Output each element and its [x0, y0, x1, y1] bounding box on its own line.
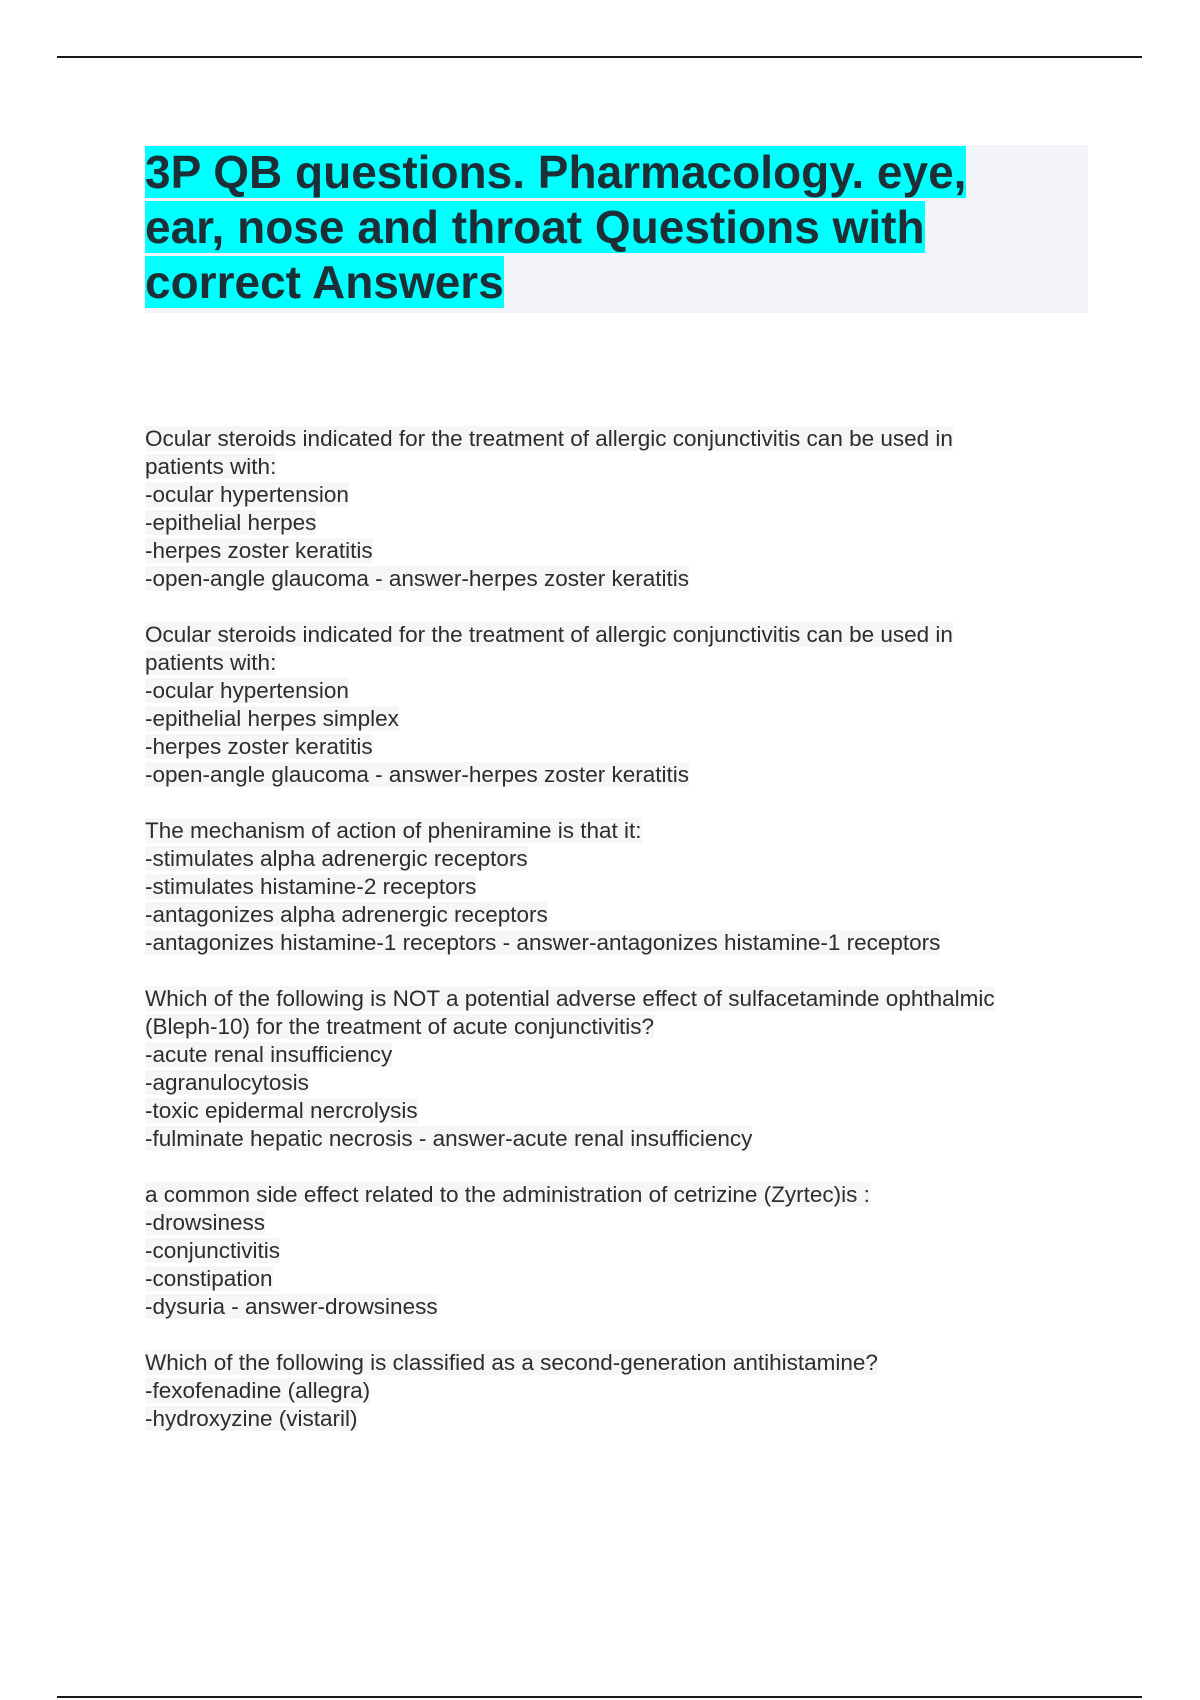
answer-option: -drowsiness — [145, 1210, 266, 1235]
question-item — [145, 1349, 1095, 1433]
answer-option: -toxic epidermal nercrolysis — [145, 1098, 418, 1123]
title-line: 3P QB questions. Pharmacology. eye, — [145, 146, 967, 198]
question-text: (Bleph-10) for the treatment of acute conjunctivitis? — [145, 1014, 655, 1039]
answer-option-with-answer: -open-angle glaucoma - answer-herpes zoster keratitis — [145, 566, 690, 591]
answer-option: -hydroxyzine (vistaril) — [145, 1406, 358, 1431]
question-text: Which of the following is NOT a potential adverse effect of sulfacetaminde ophthalmic — [145, 986, 995, 1011]
question-text: patients with: — [145, 454, 277, 479]
answer-option: -acute renal insufficiency — [145, 1042, 393, 1067]
question-text: patients with: — [145, 650, 277, 675]
question-text: Ocular steroids indicated for the treatment of allergic conjunctivitis can be used in — [145, 426, 953, 451]
document-title — [145, 145, 1045, 310]
title-line: correct Answers — [145, 256, 504, 308]
answer-option: -agranulocytosis — [145, 1070, 309, 1095]
question-item — [145, 621, 1095, 789]
question-item — [145, 425, 1095, 593]
question-item — [145, 817, 1095, 957]
answer-option: -constipation — [145, 1266, 273, 1291]
question-text: a common side effect related to the administration of cetrizine (Zyrtec)is : — [145, 1182, 870, 1207]
answer-option: -conjunctivitis — [145, 1238, 281, 1263]
top-rule — [57, 56, 1142, 58]
answer-option: -herpes zoster keratitis — [145, 734, 373, 759]
answer-option: -ocular hypertension — [145, 482, 349, 507]
title-block — [145, 145, 1088, 313]
answer-option: -herpes zoster keratitis — [145, 538, 373, 563]
question-text: Which of the following is classified as a second-generation antihistamine? — [145, 1350, 878, 1375]
answer-option: -fexofenadine (allegra) — [145, 1378, 371, 1403]
question-text: The mechanism of action of pheniramine is that it: — [145, 818, 642, 843]
question-text: Ocular steroids indicated for the treatment of allergic conjunctivitis can be used in — [145, 622, 953, 647]
answer-option: -antagonizes alpha adrenergic receptors — [145, 902, 548, 927]
answer-option-with-answer: -fulminate hepatic necrosis - answer-acute renal insufficiency — [145, 1126, 753, 1151]
answer-option: -epithelial herpes simplex — [145, 706, 399, 731]
answer-option: -epithelial herpes — [145, 510, 317, 535]
answer-option: -ocular hypertension — [145, 678, 349, 703]
answer-option: -stimulates histamine-2 receptors — [145, 874, 477, 899]
answer-option-with-answer: -antagonizes histamine-1 receptors - answer-antagonizes histamine-1 receptors — [145, 930, 941, 955]
bottom-rule — [57, 1696, 1142, 1698]
answer-option-with-answer: -open-angle glaucoma - answer-herpes zoster keratitis — [145, 762, 690, 787]
question-item — [145, 985, 1095, 1153]
question-list — [145, 425, 1095, 1461]
title-line: ear, nose and throat Questions with — [145, 201, 925, 253]
answer-option: -stimulates alpha adrenergic receptors — [145, 846, 528, 871]
answer-option-with-answer: -dysuria - answer-drowsiness — [145, 1294, 438, 1319]
question-item — [145, 1181, 1095, 1321]
